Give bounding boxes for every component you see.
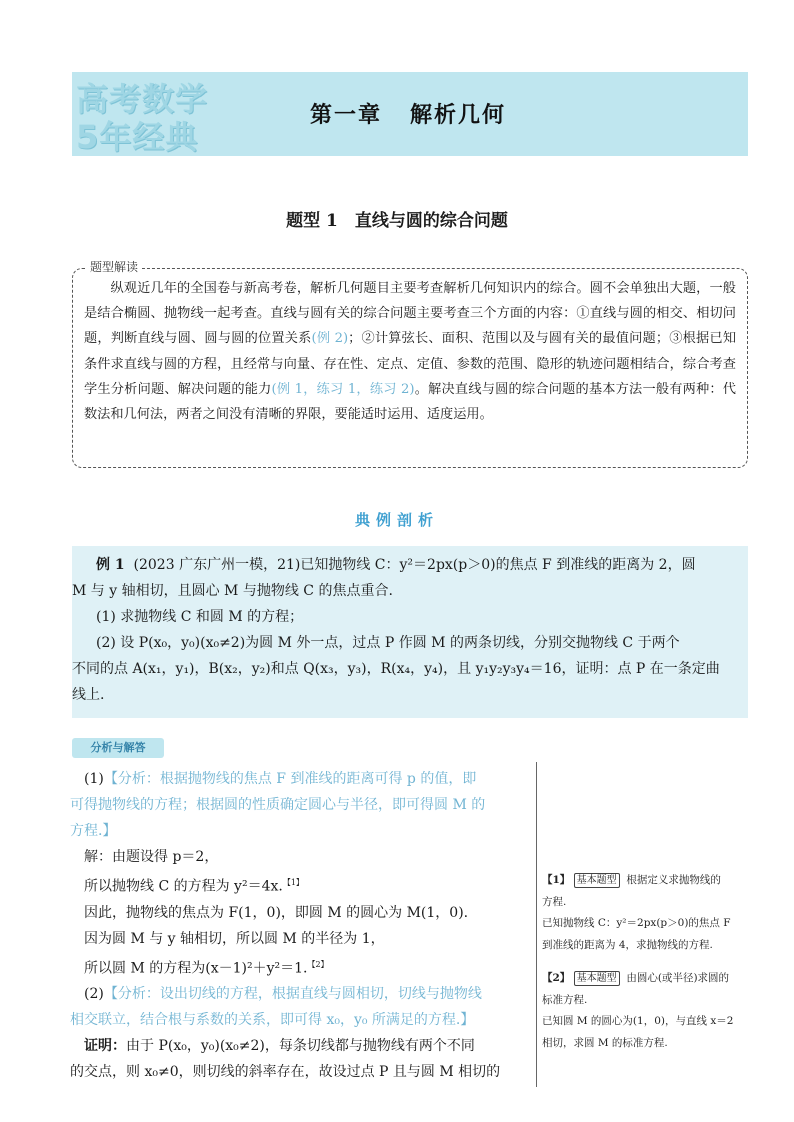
example-stem-a: 已知抛物线 C：y²＝2px(p＞0)的焦点 F 到准线的距离为 2，圆 xyxy=(300,557,696,573)
hint1-a: 【分析：根据抛物线的焦点 F 到准线的距离可得 p 的值，即 xyxy=(103,771,477,787)
reading-box-label: 题型解读 xyxy=(86,258,142,275)
reading-ref-2: (例 1，练习 1，练习 2) xyxy=(271,381,415,397)
example-q1: (1) 求抛物线 C 和圆 M 的方程； xyxy=(96,609,304,625)
solution-line-3: 因此，抛物线的焦点为 F(1，0)，即圆 M 的圆心为 M(1，0). xyxy=(84,904,469,921)
side-note-1-tag: 基本题型 xyxy=(574,873,620,888)
chapter-name: 解析几何 xyxy=(410,102,507,128)
side-note-1-num: 【1】 xyxy=(542,874,571,886)
solution-text xyxy=(70,766,530,1085)
side-note-2-desc-b: 标准方程. xyxy=(542,993,588,1006)
solution-line-5: 所以圆 M 的方程为(x－1)²＋y²＝1. xyxy=(84,960,308,977)
side-note-2-ex-a: 已知圆 M 的圆心为(1，0)，与直线 x＝2 xyxy=(542,1015,734,1027)
brand-line-1: 高考数学 xyxy=(76,80,209,118)
hint1-num: (1) xyxy=(84,771,104,787)
hint2-num: (2) xyxy=(84,986,104,1003)
note-ref-2: 【2】 xyxy=(307,959,329,969)
hint1-c: 方程.】 xyxy=(70,823,117,839)
side-note-1-ex-a: 已知抛物线 C：y²＝2px(p＞0)的焦点 F xyxy=(542,917,731,929)
solution-line-1: 解：由题设得 p＝2， xyxy=(84,849,219,865)
chapter-title xyxy=(310,98,506,129)
hint2-b: 相交联立，结合根与系数的关系，即可得 x₀，y₀ 所满足的方程.】 xyxy=(70,1012,475,1029)
section-title: 题型 1 直线与圆的综合问题 xyxy=(286,211,508,231)
proof-b: 的交点，则 x₀≠0，则切线的斜率存在，故设过点 P 且与圆 M 相切的 xyxy=(70,1064,501,1081)
reading-p3: 。解决直线与圆的综合问题的基本方法一般有两种：代数法和几何法，两者之间没有清晰的界限，要能适时运用、适度运用。 xyxy=(84,381,736,423)
subsection-heading: 典例剖析 xyxy=(354,511,439,529)
brand-line-2: 5年经典 xyxy=(76,118,199,156)
example-text xyxy=(72,552,750,708)
reading-p1: 纵观近几年的全国卷与新高考卷，解析几何题目主要考查解析几何知识内的综合。圆不会单独出大题，一般是结合椭圆、抛物线一起考查。直线与圆有关的综合问题主要考查三个方面的内容：①直线与圆的相交、相切问题，判断直线与圆、圆与圆的位置关系 xyxy=(84,281,736,347)
example-stem-b: M 与 y 轴相切，且圆心 M 与抛物线 C 的焦点重合. xyxy=(72,583,393,599)
side-notes xyxy=(542,870,752,1054)
example-q2a: (2) 设 P(x₀，y₀)(x₀≠2)为圆 M 外一点，过点 P 作圆 M 的两条切线，分别交抛物线 C 于两个 xyxy=(96,635,680,651)
example-q2b: 不同的点 A(x₁，y₁)，B(x₂，y₂)和点 Q(x₃，y₃)，R(x₄，y₄)，且 y₁y₂y₃y₄＝16，证明：点 P 在一条定曲 xyxy=(72,661,720,677)
solution-line-2: 所以抛物线 C 的方程为 y²＝4x. xyxy=(84,878,283,895)
column-divider xyxy=(536,762,537,1087)
reading-p2: ；②计算弦长、面积、范围以及与圆有关的最值问题；③根据已知条件求直线与圆的方程，且经常与向量、存在性、定点、定值、参数的范围、隐形的轨迹问题相结合，综合考查学生分析问题、解决问题的能力 xyxy=(84,331,737,397)
hint1-b: 可得抛物线的方程；根据圆的性质确定圆心与半径，即可得圆 M 的 xyxy=(70,797,486,813)
analysis-tag: 分析与解答 xyxy=(72,738,164,758)
chapter-banner xyxy=(72,72,748,156)
side-note-2-ex-b: 相切，求圆 M 的标准方程. xyxy=(542,1036,668,1049)
reading-ref-1: (例 2) xyxy=(311,331,349,347)
note-ref-1: 【1】 xyxy=(282,878,304,887)
chapter-number: 第一章 xyxy=(310,102,383,128)
solution-line-4: 因为圆 M 与 y 轴相切，所以圆 M 的半径为 1， xyxy=(84,930,385,947)
proof-label: 证明： xyxy=(84,1038,126,1055)
side-note-1-desc: 根据定义求抛物线的 xyxy=(626,874,721,886)
side-note-1-desc-b: 方程. xyxy=(542,895,567,908)
proof-a: 由于 P(x₀，y₀)(x₀≠2)，每条切线都与抛物线有两个不同 xyxy=(126,1038,475,1055)
example-q2c: 线上. xyxy=(72,687,105,703)
hint2-a: 【分析：设出切线的方程，根据直线与圆相切，切线与抛物线 xyxy=(103,986,482,1003)
example-label: 例 1 xyxy=(96,557,125,573)
side-note-1-ex-b: 到准线的距离为 4，求抛物线的方程. xyxy=(542,938,713,951)
side-note-2-desc: 由圆心(或半径)求圆的 xyxy=(626,972,730,984)
side-note-2-num: 【2】 xyxy=(542,972,571,984)
example-source: (2023 广东广州一模，21) xyxy=(133,557,301,573)
side-note-2-tag: 基本题型 xyxy=(574,971,620,986)
reading-text xyxy=(84,276,736,427)
